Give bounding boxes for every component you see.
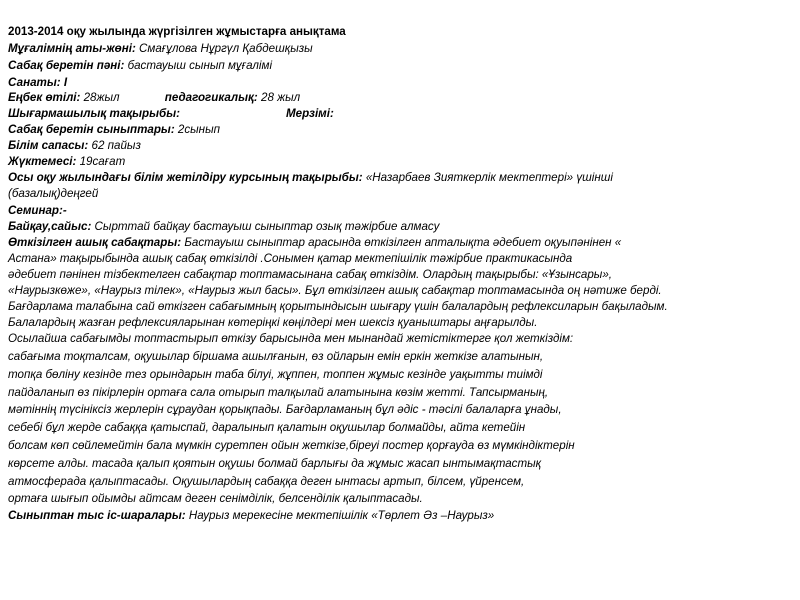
quality-label: Білім сапасы: [8, 139, 89, 152]
experience-label: Еңбек өтілі: [8, 91, 81, 104]
open-lessons-line: Бағдарлама талабына сай өткізген сабағымның қорытындысын шығару үшін балалардың рефлексиларын бақыладым. [8, 300, 668, 313]
extracurricular-label: Сыныптан тыс іс-шаралары: [8, 509, 186, 522]
open-lessons-line: әдебиет пәнінен тізбектелген сабақтар топтамасынана сабақ өткіздім. Олардың тақырыбы: «Ұзынсары», [8, 268, 613, 281]
teacher-row [8, 42, 313, 55]
seminar-row: Семинар:- [8, 204, 67, 217]
load-label: Жүктемесі: [8, 155, 77, 168]
teacher-label: Мұғалімнің аты-жөні: [8, 42, 136, 55]
pedagogical-value: 28 жыл [257, 91, 301, 104]
open-lessons-line: Астана» тақырыбында ашық сабақ өткізілді .Сонымен қатар мектепішілік тәжірбие практикасында [8, 252, 573, 265]
subject-value: бастауыш сынып мұғалімі [124, 59, 273, 72]
pedagogical-label: педагогикалық: [164, 91, 258, 104]
open-lessons-line: мәтіннің түсініксіз жерлерін сұраудан қорықпады. Бағдарламаның бұл әдіс - тәсілі балаларға ұнады, [8, 403, 562, 416]
open-lessons-line: «Наурызкөже», «Наурыз тілек», «Наурыз жыл басы». Бұл өткізілген ашық сабақтар топтамасында оң нәтиже берді. [8, 284, 662, 297]
course-row [8, 171, 613, 184]
open-lessons-line: Бастауыш сыныптар арасында өткізілген апталықта әдебиет оқуыпәнінен « [181, 236, 622, 249]
quality-value: 62 пайыз [88, 139, 141, 152]
open-lessons-line: көрсете алды. тасада қалып қоятын оқушы болмай барлығы да жұмыс жасап ынтымақтастық [8, 457, 542, 470]
extracurricular-row [8, 509, 494, 522]
load-row [8, 155, 125, 168]
open-lessons-line: Балалардың жазған рефлексияларынан көтеріңкі көңілдері мен шексіз қуаныштары аңғарылды. [8, 316, 538, 329]
open-lessons-line: болсам көп сөйлемейтін бала мүмкін суретпен ойын жеткізе,біреуі постер қорғауда өз мүмкіндіктерін [8, 439, 575, 452]
load-value: 19сағат [76, 155, 126, 168]
classes-label: Сабақ беретін сыныптары: [8, 123, 175, 136]
open-lessons-line: топқа бөліну кезінде тез орындарын таба білуі, жұппен, топпен жұмыс кезінде уақытты тиімді [8, 368, 543, 381]
open-lessons-line: пайдаланып өз пікірлерін ортаға сала отырып талқылай алатынына көзім жетті. Тапсырманың, [8, 386, 549, 399]
term-label: Мерзімі: [286, 107, 334, 120]
subject-row [8, 59, 272, 72]
course-label: Осы оқу жылындағы білім жетілдіру курсының тақырыбы: [8, 171, 363, 184]
extracurricular-value: Наурыз мерекесіне мектепішілік «Төрлет Әз –Наурыз» [185, 509, 495, 522]
observation-label: Байқау,сайыс: [8, 220, 92, 233]
open-lessons-line: ортаға шығып ойымды айтсам деген сенімділік, белсенділік қалыптасады. [8, 492, 423, 505]
open-lessons-line: Осылайша сабағымды топтастырып өткізу барысында мен мынандай жетістіктерге қол жеткіздім: [8, 332, 574, 345]
experience-value: 28жыл [80, 91, 120, 104]
observation-row [8, 220, 439, 233]
classes-row [8, 123, 220, 136]
open-lessons-row [8, 236, 621, 249]
open-lessons-label: Өткізілген ашық сабақтары: [8, 236, 182, 249]
category-row: Санаты: І [8, 76, 68, 89]
creative-label: Шығармашылық тақырыбы: [8, 107, 180, 120]
creative-row [8, 107, 348, 120]
quality-row [8, 139, 141, 152]
document-title: 2013-2014 оқу жылында жүргізілген жұмыстарға анықтама [8, 25, 346, 38]
course-value-continued: (базалық)деңгей [8, 187, 99, 200]
course-value: «Назарбаев Зияткерлік мектептері» үшінші [362, 171, 613, 184]
open-lessons-line: себебі бұл жерде сабаққа қатыспай, даралынып қалатын оқушылар болмайды, айта кетейін [8, 421, 526, 434]
open-lessons-line: сабағыма тоқталсам, оқушылар біршама ашылғанын, өз ойларын емін еркін жеткізе алатынын, [8, 350, 544, 363]
classes-value: 2сынып [174, 123, 220, 136]
observation-value: Сырттай байқау бастауыш сыныптар озық тәжірбие алмасу [91, 220, 440, 233]
teacher-value: Смағұлова Нұргүл Қабдешқызы [135, 42, 313, 55]
experience-row [8, 91, 300, 104]
subject-label: Сабақ беретін пәні: [8, 59, 125, 72]
open-lessons-line: атмосферада қалыптасады. Оқушылардың сабаққа деген ынтасы артып, білсем, үйренсем, [8, 475, 525, 488]
